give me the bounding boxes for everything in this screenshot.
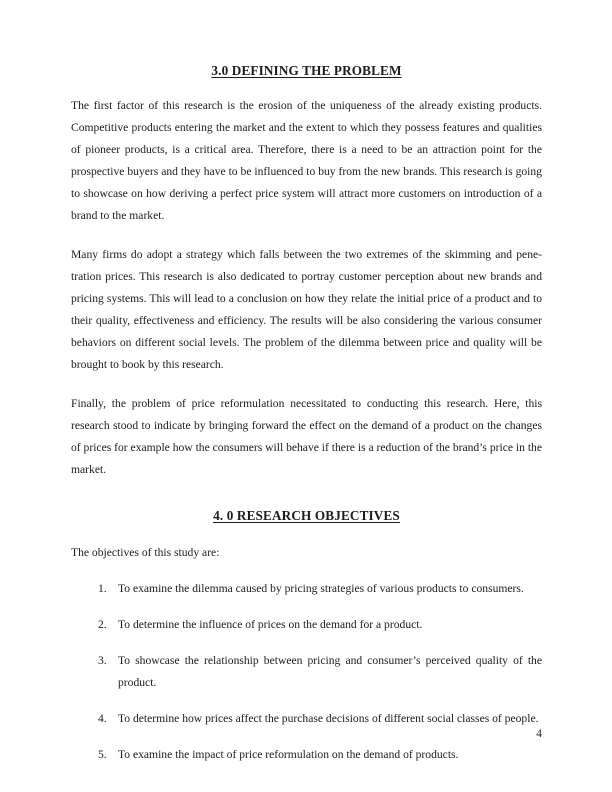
list-item-text: To examine the impact of price reformulation on the demand of products. [118, 748, 459, 761]
list-item [71, 744, 542, 766]
objectives-intro-line: The objectives of this study are: [71, 546, 220, 559]
section-objectives [71, 505, 542, 527]
list-item-text: To showcase the relationship between pricing and consumer’s perceived quality of the product. [118, 654, 542, 689]
list-item [71, 578, 542, 600]
list-item-text: To determine how prices affect the purchase decisions of different social classes of people. [118, 712, 539, 725]
heading-research-objectives: 4. 0 RESEARCH OBJECTIVES [213, 508, 400, 523]
list-item-text: To examine the dilemma caused by pricing strategies of various products to consumers. [118, 582, 524, 595]
page-content [71, 60, 542, 766]
list-item-marker: 4. [98, 712, 107, 725]
paragraph-problem-3: Finally, the problem of price reformulation necessitated to conducting this research. Here, this research stood to indicate by bringing forward the effect on the demand of a product on the changes of prices for example how the consumers will behave if there is a reduction of the brand’s price in the market. [71, 397, 542, 476]
list-item-marker: 1. [98, 582, 107, 595]
paragraph-problem-1: The first factor of this research is the erosion of the uniqueness of the already existing products. Competitive products entering the market and the extent to which they possess features and qualities of pioneer products, is a critical area. Therefore, there is a need to be an attraction point for the prospective buyers and they have to be influenced to buy from the new brands. This research is going to showcase on how deriving a perfect price system will attract more customers on introduction of a brand to the market. [71, 99, 542, 222]
list-item-marker: 5. [98, 748, 107, 761]
objectives-list [71, 578, 542, 766]
section-problem [71, 60, 542, 82]
list-item [71, 708, 542, 730]
list-item-text: To determine the influence of prices on the demand for a product. [118, 618, 423, 631]
heading-defining-the-problem: 3.0 DEFINING THE PROBLEM [211, 63, 402, 78]
list-item [71, 614, 542, 636]
list-item-marker: 2. [98, 618, 107, 631]
list-item-marker: 3. [98, 654, 107, 667]
paragraph-problem-2: Many firms do adopt a strategy which falls between the two extremes of the skimming and pene-tration prices. This research is also dedicated to portray customer perception about new brands and pricing systems. This will lead to a conclusion on how they relate the initial price of a product and to their quality, effectiveness and efficiency. The results will be also considering the various consumer behaviors on different social levels. The problem of the dilemma between price and quality will be brought to book by this research. [71, 248, 542, 371]
list-item [71, 650, 542, 694]
page-number: 4 [536, 728, 542, 740]
